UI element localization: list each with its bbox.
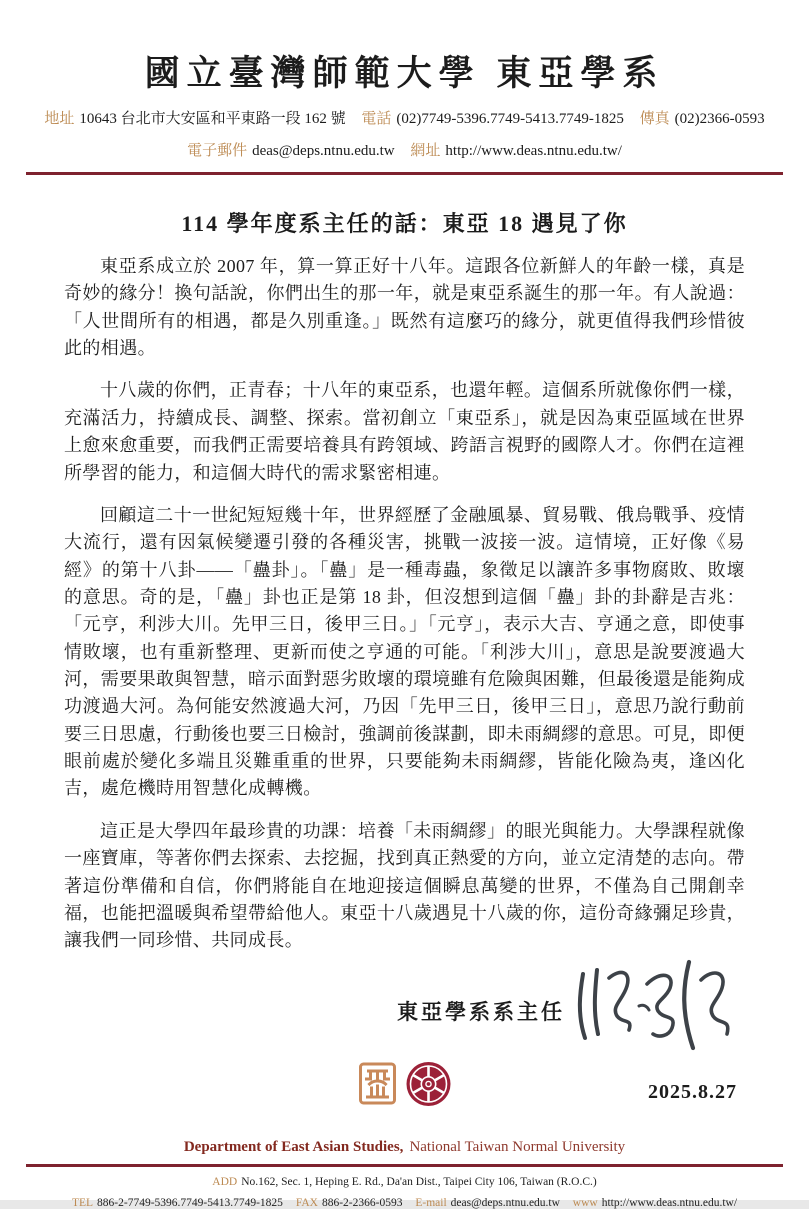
footer-fax-value: 886-2-2366-0593: [321, 1196, 403, 1209]
footer-email-label: E-mail: [415, 1196, 447, 1209]
red-wheel-seal-icon: [405, 1061, 451, 1107]
paragraph-2: 十八歲的你們，正青春；十八年的東亞系，也還年輕。這個系所就像你們一樣，充滿活力，持續成長、調整、探索。當初創立「東亞系」，就是因為東亞區域在世界上愈來愈重要，而我們正需要培養具有跨領域、跨語言視野的國際人才。你們在這裡所學習的能力，和這個大時代的需求緊密相連。: [64, 380, 745, 483]
footer-www-label: www: [572, 1196, 598, 1209]
seal-group: [358, 1061, 451, 1107]
footer-fax-label: FAX: [295, 1196, 318, 1209]
university-title: 國立臺灣師範大學 東亞學系: [144, 54, 665, 93]
letter-title: 114 學年度系主任的話：東亞 18 遇見了你: [181, 211, 628, 236]
footer-contacts-line: [0, 1197, 809, 1209]
footer-university-en: National Taiwan Normal University: [409, 1138, 626, 1155]
paragraph-4: 這正是大學四年最珍貴的功課：培養「未雨綢繆」的眼光與能力。大學課程就像一座寶庫，等著你們去探索、去挖掘，找到真正熱愛的方向，並立定清楚的志向。帶著這份準備和自信，你們將能自在地迎接這個瞬息萬變的世界，不僅為自己開創幸福，也能把溫暖與希望帶給他人。東亞十八歲遇見十八歲的你，這份奇緣彌足珍貴，讓我們一同珍惜、共同成長。: [64, 820, 745, 951]
header-contact-line-1: [0, 107, 809, 128]
letter-paragraphs: [64, 253, 745, 955]
footer-department-en: Department of East Asian Studies,: [183, 1138, 404, 1155]
signature-row: [64, 965, 745, 1057]
phone-value: (02)7749-5396.7749-5413.7749-1825: [396, 111, 624, 127]
handwritten-signature-icon: [569, 956, 737, 1052]
fax-value: (02)2366-0593: [674, 111, 765, 127]
gold-square-seal-icon: [358, 1062, 396, 1105]
footer-tel-value: 886-2-7749-5396.7749-5413.7749-1825: [97, 1196, 283, 1209]
phone-label: 電話: [361, 111, 392, 127]
paragraph-3: 回顧這二十一世紀短短幾十年，世界經歷了金融風暴、貿易戰、俄烏戰爭、疫情大流行，還有因氣候變遷引發的各種災害，挑戰一波接一波。這情境，正好像《易經》的第十八卦——「蠱卦」。「蠱」是一種毒蟲，象徵足以讓許多事物腐敗、敗壞的意思。奇的是，「蠱」卦也正是第 18 卦，但沒想到這個「蠱」卦的卦辭是吉兆：「元亨，利涉大川。先甲三日，後甲三日。」「元亨」，表示大吉、亨通之意，即使事情敗壞，也有重新整理、更新而使之亨通的可能。「利涉大川」，意思是說要渡過大河，需要果敢與智慧，暗示面對惡劣敗壞的環境雖有危險與困難，但最後還是能夠成功渡過大河。為何能安然渡過大河，乃因「先甲三日，後甲三日」，意思乃說行動前要三日思慮，行動後也要三日檢討，強調前後謀劃，即未雨綢繆的意思。可見，即便眼前處於變化多端且災難重重的世界，只要能夠未雨綢繆，皆能化險為夷，逢凶化吉，處危機時用智慧化成轉機。: [64, 504, 745, 799]
header-divider: [26, 172, 783, 175]
footer-add-label: ADD: [212, 1175, 238, 1188]
website-label: 網址: [410, 143, 441, 159]
footer-department-line: [0, 1139, 809, 1156]
footer-divider: [26, 1164, 783, 1167]
website-value: http://www.deas.ntnu.edu.tw/: [445, 143, 622, 159]
date-and-seals: [64, 1061, 745, 1123]
signer-role: 東亞學系系主任: [397, 999, 565, 1024]
footer-address-line: [0, 1176, 809, 1188]
address-value: 10643 台北市大安區和平東路一段 162 號: [79, 111, 346, 127]
letter-body: [0, 207, 809, 1123]
letter-date: 2025.8.27: [648, 1080, 737, 1103]
fax-label: 傳真: [639, 111, 670, 127]
email-label: 電子郵件: [187, 143, 248, 159]
footer-tel-label: TEL: [71, 1196, 94, 1209]
footer-www-value: http://www.deas.ntnu.edu.tw/: [601, 1196, 738, 1209]
footer-add-value: No.162, Sec. 1, Heping E. Rd., Da'an Dist., Taipei City 106, Taiwan (R.O.C.): [241, 1175, 597, 1188]
email-value: deas@deps.ntnu.edu.tw: [252, 143, 395, 159]
header-contact-line-2: [0, 139, 809, 160]
paragraph-1: 東亞系成立於 2007 年，算一算正好十八年。這跟各位新鮮人的年齡一樣，真是奇妙的緣分！換句話說，你們出生的那一年，就是東亞系誕生的那一年。有人說過：「人世間所有的相遇，都是久別重逢。」既然有這麼巧的緣分，就更值得我們珍惜彼此的相遇。: [64, 256, 745, 359]
footer-email-value: deas@deps.ntnu.edu.tw: [450, 1196, 560, 1209]
address-label: 地址: [44, 111, 75, 127]
